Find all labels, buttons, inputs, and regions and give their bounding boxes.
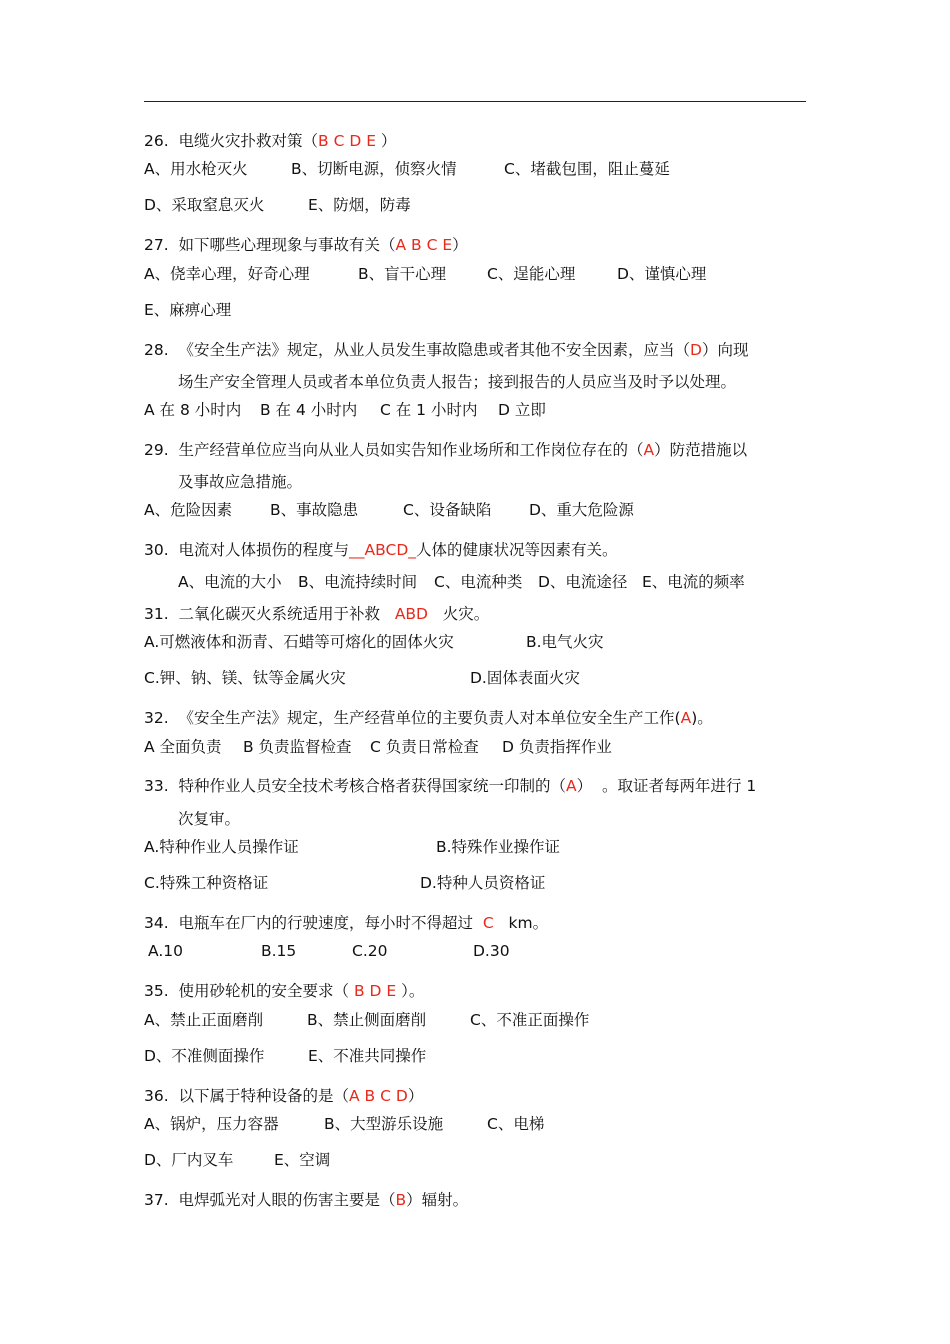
option-36a: A、锅炉，压力容器: [144, 1115, 279, 1133]
option-26e: E、防烟，防毒: [308, 196, 411, 214]
option-36c: C、电梯: [487, 1115, 545, 1133]
option-34c: C.20: [352, 942, 388, 960]
answer-37: B: [395, 1191, 407, 1209]
option-31c: C.钾、钠、镁、钛等金属火灾: [144, 669, 346, 687]
option-36d: D、厂内叉车: [144, 1151, 234, 1169]
answer-34: C: [482, 914, 494, 932]
option-32a: A 全面负责: [144, 738, 222, 756]
option-34d: D.30: [473, 942, 510, 960]
option-28d: D 立即: [498, 401, 546, 419]
option-35c: C、不准正面操作: [470, 1011, 590, 1029]
question-32: 32. 《安全生产法》规定，生产经营单位的主要负责人对本单位安全生产工作(A)。: [144, 709, 713, 727]
header-rule: [144, 101, 806, 102]
option-32c: C 负责日常检查: [370, 738, 479, 756]
question-27: 27. 如下哪些心理现象与事故有关（A B C E）: [144, 236, 468, 254]
answer-32: A: [680, 709, 692, 727]
option-30b: B、电流持续时间: [298, 573, 418, 591]
option-28c: C 在 1 小时内: [380, 401, 478, 419]
option-33d: D.特种人员资格证: [420, 874, 546, 892]
option-29a: A、危险因素: [144, 501, 233, 519]
option-35e: E、不准共同操作: [308, 1047, 427, 1065]
question-34: 34. 电瓶车在厂内的行驶速度，每小时不得超过 C km。: [144, 914, 549, 932]
question-29-cont: 及事故应急措施。: [178, 473, 303, 491]
option-33b: B.特殊作业操作证: [436, 838, 561, 856]
answer-30: __ABCD_: [349, 541, 417, 559]
option-31a: A.可燃液体和沥青、石蜡等可熔化的固体火灾: [144, 633, 454, 651]
option-27b: B、盲干心理: [358, 265, 447, 283]
question-33-cont: 次复审。: [178, 810, 241, 828]
question-35: 35. 使用砂轮机的安全要求（ B D E ）。: [144, 982, 425, 1000]
option-36b: B、大型游乐设施: [324, 1115, 444, 1133]
question-28-cont: 场生产安全管理人员或者本单位负责人报告；接到报告的人员应当及时予以处理。: [178, 373, 737, 391]
question-29: 29. 生产经营单位应当向从业人员如实告知作业场所和工作岗位存在的（A）防范措施以: [144, 441, 748, 459]
option-34b: B.15: [261, 942, 297, 960]
option-27e: E、麻痹心理: [144, 301, 232, 319]
option-28b: B 在 4 小时内: [260, 401, 358, 419]
answer-28: D: [690, 341, 702, 359]
answer-31: ABD: [394, 605, 428, 623]
answer-29: A: [643, 441, 655, 459]
option-33a: A.特种作业人员操作证: [144, 838, 299, 856]
answer-35: B D E: [353, 982, 397, 1000]
answer-27: A B C E: [395, 236, 453, 254]
question-37: 37. 电焊弧光对人眼的伤害主要是（B）辐射。: [144, 1191, 469, 1209]
question-31: 31. 二氧化碳灭火系统适用于补救 ABD 火灾。: [144, 605, 490, 623]
question-30: 30. 电流对人体损伤的程度与__ABCD_人体的健康状况等因素有关。: [144, 541, 618, 559]
option-29b: B、事故隐患: [270, 501, 359, 519]
option-26b: B、切断电源，侦察火情: [291, 160, 457, 178]
option-30e: E、电流的频率: [642, 573, 745, 591]
answer-33: A: [566, 777, 577, 795]
option-31d: D.固体表面火灾: [470, 669, 580, 687]
option-32b: B 负责监督检查: [243, 738, 352, 756]
option-26c: C、堵截包围，阻止蔓延: [504, 160, 670, 178]
question-28: 28. 《安全生产法》规定，从业人员发生事故隐患或者其他不安全因素，应当（D）向现: [144, 341, 749, 359]
option-27d: D、谨慎心理: [617, 265, 707, 283]
option-26d: D、采取窒息灭火: [144, 196, 265, 214]
option-28a: A 在 8 小时内: [144, 401, 242, 419]
option-35a: A、禁止正面磨削: [144, 1011, 264, 1029]
question-36: 36. 以下属于特种设备的是（A B C D）: [144, 1087, 424, 1105]
option-29c: C、设备缺陷: [403, 501, 492, 519]
option-31b: B.电气火灾: [526, 633, 604, 651]
option-27c: C、逞能心理: [487, 265, 576, 283]
option-35b: B、禁止侧面磨削: [307, 1011, 427, 1029]
option-27a: A、侥幸心理，好奇心理: [144, 265, 310, 283]
answer-26: B C D E: [318, 132, 376, 150]
option-36e: E、空调: [274, 1151, 331, 1169]
question-33: 33. 特种作业人员安全技术考核合格者获得国家统一印制的（A） 。取证者每两年进行 1: [144, 777, 757, 795]
option-34a: A.10: [148, 942, 183, 960]
option-30a: A、电流的大小: [178, 573, 282, 591]
option-26a: A、用水枪灭火: [144, 160, 248, 178]
option-32d: D 负责指挥作业: [502, 738, 612, 756]
option-29d: D、重大危险源: [529, 501, 634, 519]
answer-36: A B C D: [349, 1087, 408, 1105]
option-30d: D、电流途径: [538, 573, 628, 591]
option-35d: D、不准侧面操作: [144, 1047, 265, 1065]
option-33c: C.特殊工种资格证: [144, 874, 269, 892]
question-26: 26. 电缆火灾扑救对策（B C D E ）: [144, 132, 397, 150]
option-30c: C、电流种类: [434, 573, 523, 591]
